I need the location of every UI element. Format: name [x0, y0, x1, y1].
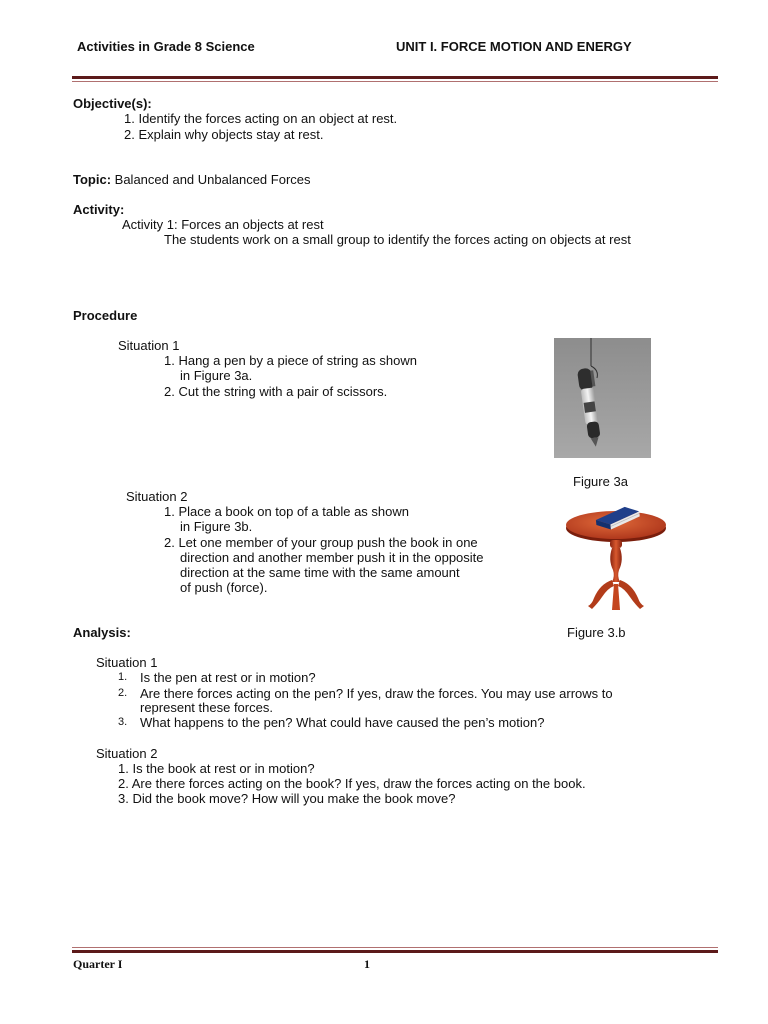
objective-item-1: 1. Identify the forces acting on an object at rest.: [124, 111, 398, 126]
analysis-s1-text-1: Is the pen at rest or in motion?: [140, 670, 316, 685]
figure-3b-caption: Figure 3.b: [567, 625, 626, 640]
header-rule-thin: [72, 81, 718, 82]
footer-rule-thick: [72, 950, 718, 953]
header-rule-thick: [72, 76, 718, 79]
situation2-title: Situation 2: [126, 489, 188, 504]
analysis-s1-num-2: 2.: [118, 687, 128, 699]
analysis-situation1-title: Situation 1: [96, 655, 158, 670]
analysis-s2-line-1: 1. Is the book at rest or in motion?: [118, 761, 315, 776]
situation2-line-2: in Figure 3b.: [180, 519, 253, 534]
analysis-s1-text-3: What happens to the pen? What could have caused the pen’s motion?: [140, 715, 545, 730]
analysis-label: Analysis:: [73, 625, 131, 640]
analysis-s1-text-2-cont: represent these forces.: [140, 700, 273, 715]
analysis-situation2-title: Situation 2: [96, 746, 158, 761]
objective-item-2: 2. Explain why objects stay at rest.: [124, 127, 324, 142]
header-right-title: UNIT I. FORCE MOTION AND ENERGY: [396, 39, 632, 54]
situation2-line-4: direction and another member push it in the opposite: [180, 550, 484, 565]
header-left-title: Activities in Grade 8 Science: [77, 39, 255, 54]
situation2-line-5: direction at the same time with the same amount: [180, 565, 460, 580]
footer-quarter: Quarter I: [73, 957, 123, 971]
topic-value: Balanced and Unbalanced Forces: [114, 172, 311, 187]
hanging-pen-figure: [554, 338, 651, 458]
activity-title: Activity 1: Forces an objects at rest: [122, 217, 324, 232]
situation1-line-2: in Figure 3a.: [180, 368, 253, 383]
topic-line: [73, 172, 311, 187]
situation2-line-3: 2. Let one member of your group push the book in one: [164, 535, 478, 550]
analysis-s2-line-3: 3. Did the book move? How will you make the book move?: [118, 791, 456, 806]
procedure-label: Procedure: [73, 308, 138, 323]
footer-page-number: 1: [364, 957, 370, 971]
analysis-s2-line-2: 2. Are there forces acting on the book? If yes, draw the forces acting on the book.: [118, 776, 586, 791]
activity-description: The students work on a small group to identify the forces acting on objects at rest: [164, 232, 631, 247]
analysis-s1-num-3: 3.: [118, 716, 128, 728]
figure-3a-caption: Figure 3a: [573, 474, 628, 489]
activity-label: Activity:: [73, 202, 125, 217]
objectives-label: Objective(s):: [73, 96, 152, 111]
analysis-s1-num-1: 1.: [118, 671, 128, 683]
situation2-line-1: 1. Place a book on top of a table as shown: [164, 504, 410, 519]
situation1-line-1: 1. Hang a pen by a piece of string as shown: [164, 353, 417, 368]
situation1-line-3: 2. Cut the string with a pair of scissors.: [164, 384, 388, 399]
situation2-line-6: of push (force).: [180, 580, 268, 595]
book-on-table-figure: [560, 500, 672, 616]
situation1-title: Situation 1: [118, 338, 180, 353]
topic-label: Topic:: [73, 172, 112, 187]
footer-rule-thin: [72, 947, 718, 948]
analysis-s1-text-2: Are there forces acting on the pen? If yes, draw the forces. You may use arrows to: [140, 686, 613, 701]
